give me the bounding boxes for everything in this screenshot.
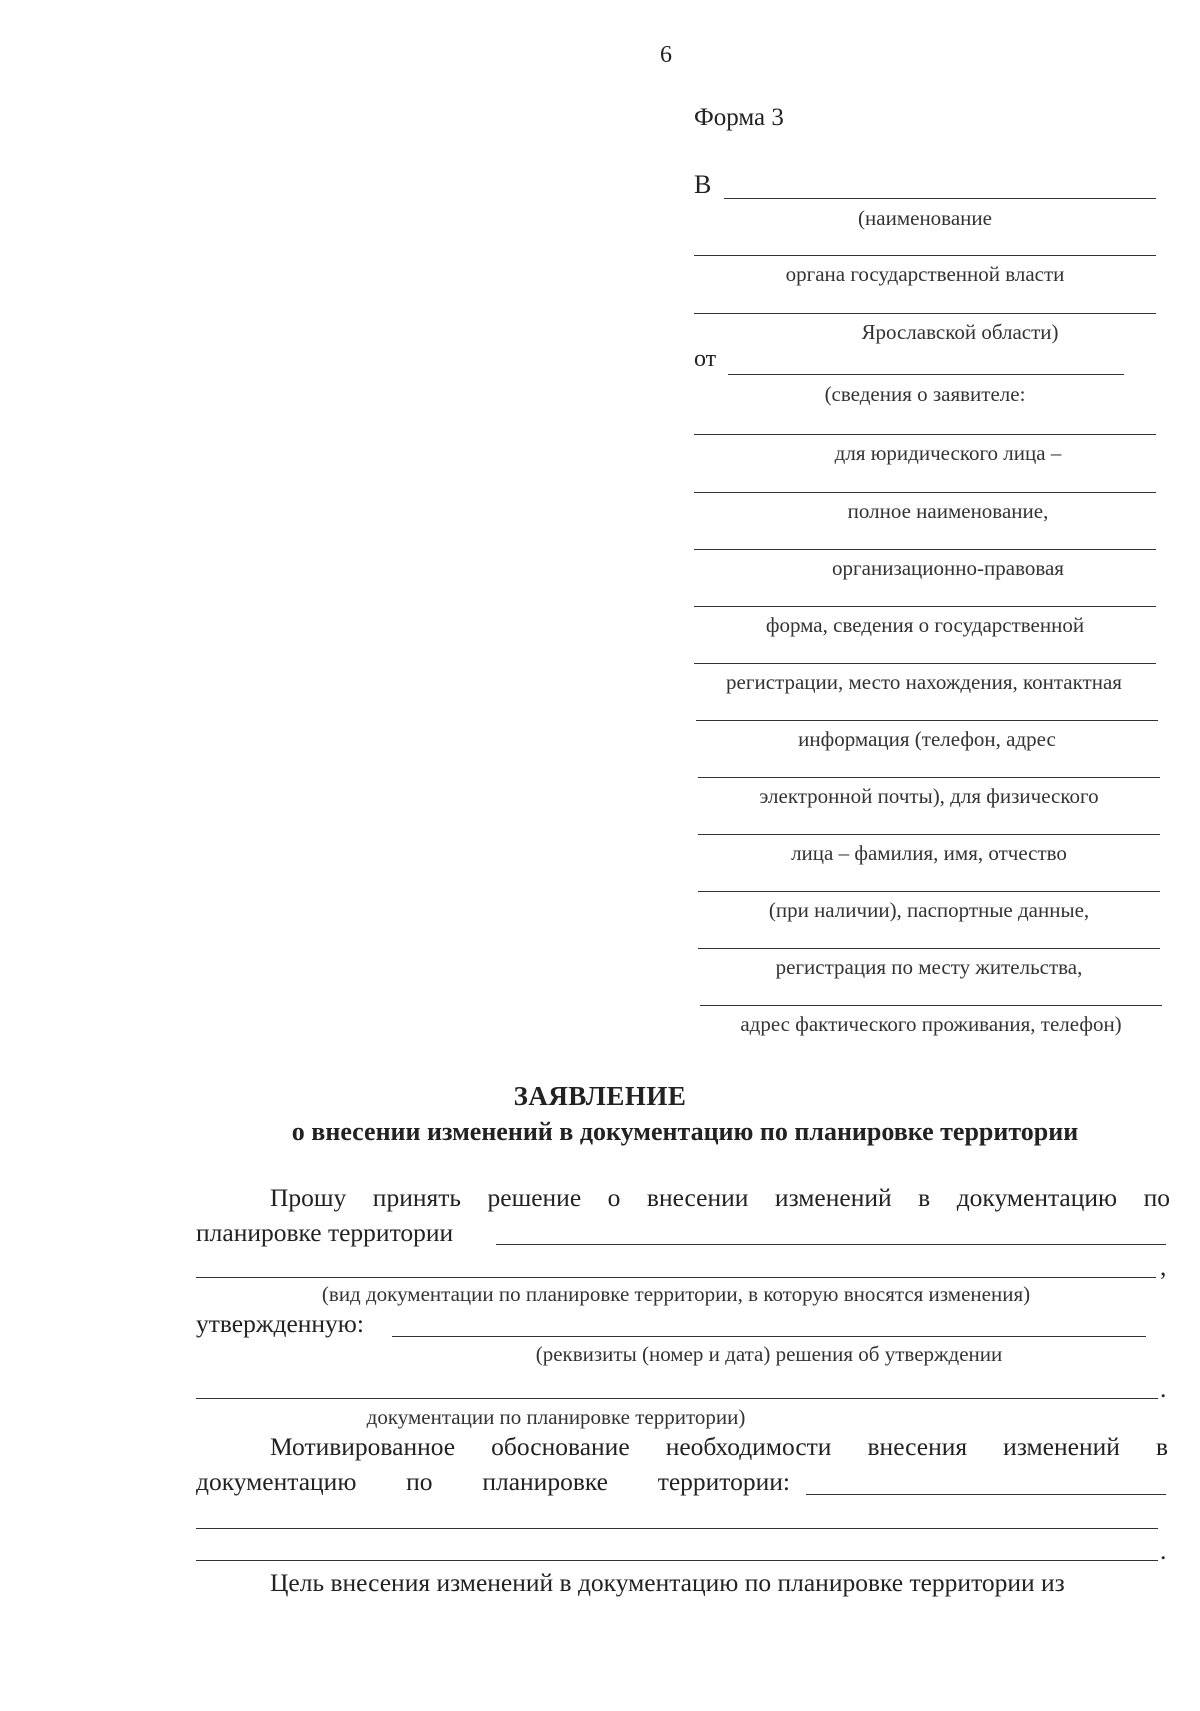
body-line: документацию по планировке территории: [196, 1467, 790, 1496]
from-field-line[interactable] [694, 492, 1156, 493]
from-caption: регистрация по месту жительства, [775, 955, 1083, 979]
body-line: Мотивированное обоснование необходимости внесения изменений в [270, 1432, 1168, 1461]
from-field-line[interactable] [694, 549, 1156, 550]
from-field-line[interactable] [698, 777, 1160, 778]
from-field-line[interactable] [696, 720, 1158, 721]
from-field-line[interactable] [698, 834, 1160, 835]
requisites-caption: (реквизиты (номер и дата) решения об утверждении [535, 1342, 1003, 1366]
comma: , [1160, 1252, 1167, 1281]
from-caption: лица – фамилия, имя, отчество [791, 841, 1067, 865]
from-caption: для юридического лица – [834, 441, 1062, 465]
requisites-field-line[interactable] [196, 1398, 1158, 1399]
document-title: ЗАЯВЛЕНИЕ [513, 1081, 687, 1111]
from-caption: полное наименование, [847, 499, 1049, 523]
to-caption: (наименование [858, 206, 992, 230]
doc-type-caption: (вид документации по планировке территории, в которую вносятся изменения) [321, 1282, 1031, 1306]
from-field-line[interactable] [694, 606, 1156, 607]
doc-type-field-line[interactable] [496, 1244, 1166, 1245]
to-field-line[interactable] [694, 313, 1156, 314]
body-line: Прошу принять решение о внесении изменений в документацию по [270, 1183, 1170, 1212]
motivation-field-line[interactable] [196, 1560, 1158, 1561]
from-field-line[interactable] [728, 374, 1124, 375]
requisites-caption-2: документации по планировке территории) [366, 1405, 746, 1429]
from-caption: электронной почты), для физического [759, 784, 1099, 808]
to-caption: органа государственной власти [785, 262, 1065, 286]
motivation-field-line[interactable] [196, 1528, 1158, 1529]
from-caption: регистрации, место нахождения, контактная [726, 670, 1122, 694]
from-field-line[interactable] [694, 663, 1156, 664]
requisites-field-line[interactable] [392, 1336, 1146, 1337]
from-field-line[interactable] [698, 948, 1160, 949]
body-line: планировке территории [196, 1218, 454, 1247]
period: . [1160, 1536, 1167, 1565]
document-subtitle: о внесении изменений в документацию по планировке территории [291, 1117, 1079, 1146]
to-label: В [694, 170, 712, 199]
from-field-line[interactable] [694, 434, 1156, 435]
from-caption: форма, сведения о государственной [765, 613, 1085, 637]
doc-type-field-line[interactable] [196, 1277, 1156, 1278]
from-field-line[interactable] [700, 1005, 1162, 1006]
motivation-field-line[interactable] [806, 1494, 1166, 1495]
from-caption: информация (телефон, адрес [798, 727, 1056, 751]
from-caption: организационно-правовая [832, 556, 1064, 580]
from-caption: (при наличии), паспортные данные, [768, 898, 1090, 922]
to-field-line[interactable] [724, 198, 1156, 199]
from-caption: адрес фактического проживания, телефон) [740, 1012, 1122, 1036]
approved-label: утвержденную: [196, 1309, 364, 1338]
period: . [1160, 1374, 1167, 1403]
body-line: Цель внесения изменений в документацию по планировке территории из [270, 1568, 1065, 1597]
page-number: 6 [660, 42, 672, 68]
from-label: от [694, 346, 717, 372]
from-field-line[interactable] [698, 891, 1160, 892]
from-caption: (сведения о заявителе: [824, 382, 1026, 406]
to-field-line[interactable] [694, 255, 1156, 256]
form-title: Форма 3 [694, 104, 784, 131]
to-caption: Ярославской области) [861, 320, 1059, 344]
